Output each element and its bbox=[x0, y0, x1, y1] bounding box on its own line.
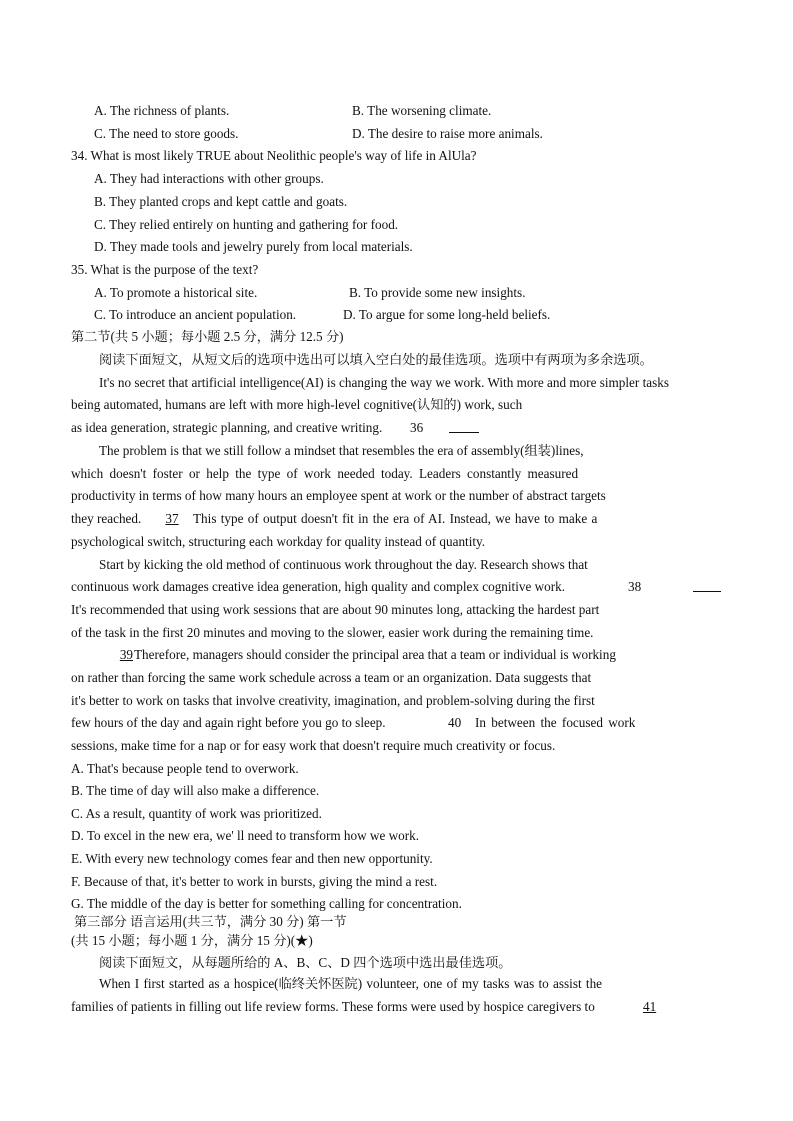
q34-option-a: A. They had interactions with other groups. bbox=[94, 171, 324, 186]
passage-p1-line3: as idea generation, strategic planning, and creative writing. bbox=[71, 420, 383, 435]
passage-p4-line4a: few hours of the day and again right before you go to sleep. bbox=[71, 715, 386, 730]
passage-p3-line2: continuous work damages creative idea generation, high quality and complex cognitive work. bbox=[71, 579, 566, 594]
blank-41: 41 bbox=[643, 999, 657, 1014]
q34-option-c: C. They relied entirely on hunting and gathering for food. bbox=[94, 217, 399, 232]
blank-40-number: 40 bbox=[448, 715, 462, 730]
q33-option-a: A. The richness of plants. bbox=[94, 103, 230, 118]
q34-option-b: B. They planted crops and kept cattle and goats. bbox=[94, 194, 348, 209]
q33-option-b: B. The worsening climate. bbox=[352, 103, 492, 118]
q35-option-b: B. To provide some new insights. bbox=[349, 285, 526, 300]
passage-p1-line2: being automated, humans are left with more high-level cognitive(认知的) work, such bbox=[71, 397, 523, 412]
passage-p4-line2: on rather than forcing the same work schedule across a team or an organization. Data suggests that bbox=[71, 670, 592, 685]
passage-p4-line5: sessions, make time for a nap or for easy work that doesn't require much creativity or focus. bbox=[71, 738, 556, 753]
passage-p2-line1: The problem is that we still follow a mindset that resembles the era of assembly(组装)lines, bbox=[99, 443, 584, 458]
blank-36-number: 36 bbox=[410, 420, 424, 435]
blank-37: 37 bbox=[165, 511, 179, 526]
choice-a: A. That's because people tend to overwork. bbox=[71, 761, 299, 776]
passage-p3-line4: of the task in the first 20 minutes and moving to the slower, easier work during the remaining time. bbox=[71, 625, 594, 640]
passage-p2-line3: productivity in terms of how many hours an employee spent at work or the number of abstract targets bbox=[71, 488, 606, 503]
blank-39: 39 bbox=[119, 647, 133, 662]
choice-f: F. Because of that, it's better to work in bursts, giving the mind a rest. bbox=[71, 874, 438, 889]
part3-instruction: 阅读下面短文，从每题所给的 A、B、C、D 四个选项中选出最佳选项。 bbox=[99, 955, 512, 970]
choice-b: B. The time of day will also make a difference. bbox=[71, 783, 320, 798]
passage-p3-line3: It's recommended that using work sessions that are about 90 minutes long, attacking the hardest part bbox=[71, 602, 600, 617]
choice-c: C. As a result, quantity of work was prioritized. bbox=[71, 806, 322, 821]
q35-option-d: D. To argue for some long-held beliefs. bbox=[343, 307, 551, 322]
q35-option-c: C. To introduce an ancient population. bbox=[94, 307, 297, 322]
choice-d: D. To excel in the new era, we' ll need to transform how we work. bbox=[71, 828, 420, 843]
part3-passage-line1: When I first started as a hospice(临终关怀医院) volunteer, one of my tasks was to assist the bbox=[99, 976, 603, 991]
q34-stem: 34. What is most likely TRUE about Neolithic people's way of life in AlUla? bbox=[71, 148, 477, 163]
passage-p1-line1: It's no secret that artificial intelligence(AI) is changing the way we work. With more and more simpler tasks bbox=[99, 375, 669, 390]
passage-p4-line1: Therefore, managers should consider the principal area that a team or individual is working bbox=[134, 647, 616, 662]
blank-38-number: 38 bbox=[628, 579, 642, 594]
choice-g: G. The middle of the day is better for something calling for concentration. bbox=[71, 896, 462, 911]
q35-stem: 35. What is the purpose of the text? bbox=[71, 262, 259, 277]
part3-passage-line2: families of patients in filling out life review forms. These forms were used by hospice caregivers to bbox=[71, 999, 595, 1014]
q33-option-d: D. The desire to raise more animals. bbox=[352, 126, 543, 141]
part3-subheading: (共 15 小题；每小题 1 分，满分 15 分)(★) bbox=[71, 933, 313, 948]
passage-p2-line5: psychological switch, structuring each workday for quality instead of quantity. bbox=[71, 534, 486, 549]
passage-p4-line4b: In between the focused work bbox=[475, 715, 636, 730]
passage-p3-line1: Start by kicking the old method of continuous work throughout the day. Research shows that bbox=[99, 557, 588, 572]
section2-instruction: 阅读下面短文，从短文后的选项中选出可以填入空白处的最佳选项。选项中有两项为多余选项。 bbox=[99, 352, 653, 367]
q33-option-c: C. The need to store goods. bbox=[94, 126, 239, 141]
choice-e: E. With every new technology comes fear and then new opportunity. bbox=[71, 851, 433, 866]
blank-36-line bbox=[449, 432, 479, 433]
passage-p2-line2: which doesn't foster or help the type of work needed today. Leaders constantly measured bbox=[71, 466, 579, 481]
q34-option-d: D. They made tools and jewelry purely from local materials. bbox=[94, 239, 413, 254]
q35-option-a: A. To promote a historical site. bbox=[94, 285, 258, 300]
blank-38-line bbox=[693, 591, 721, 592]
passage-p2-line4a: they reached. bbox=[71, 511, 142, 526]
part3-heading: 第三部分 语言运用(共三节，满分 30 分) 第一节 bbox=[74, 914, 347, 929]
passage-p4-line3: it's better to work on tasks that involve creativity, imagination, and problem-solving during the first bbox=[71, 693, 595, 708]
section2-heading: 第二节(共 5 小题；每小题 2.5 分，满分 12.5 分) bbox=[71, 329, 344, 344]
passage-p2-line4b: This type of output doesn't fit in the era of AI. Instead, we have to make a bbox=[193, 511, 598, 526]
